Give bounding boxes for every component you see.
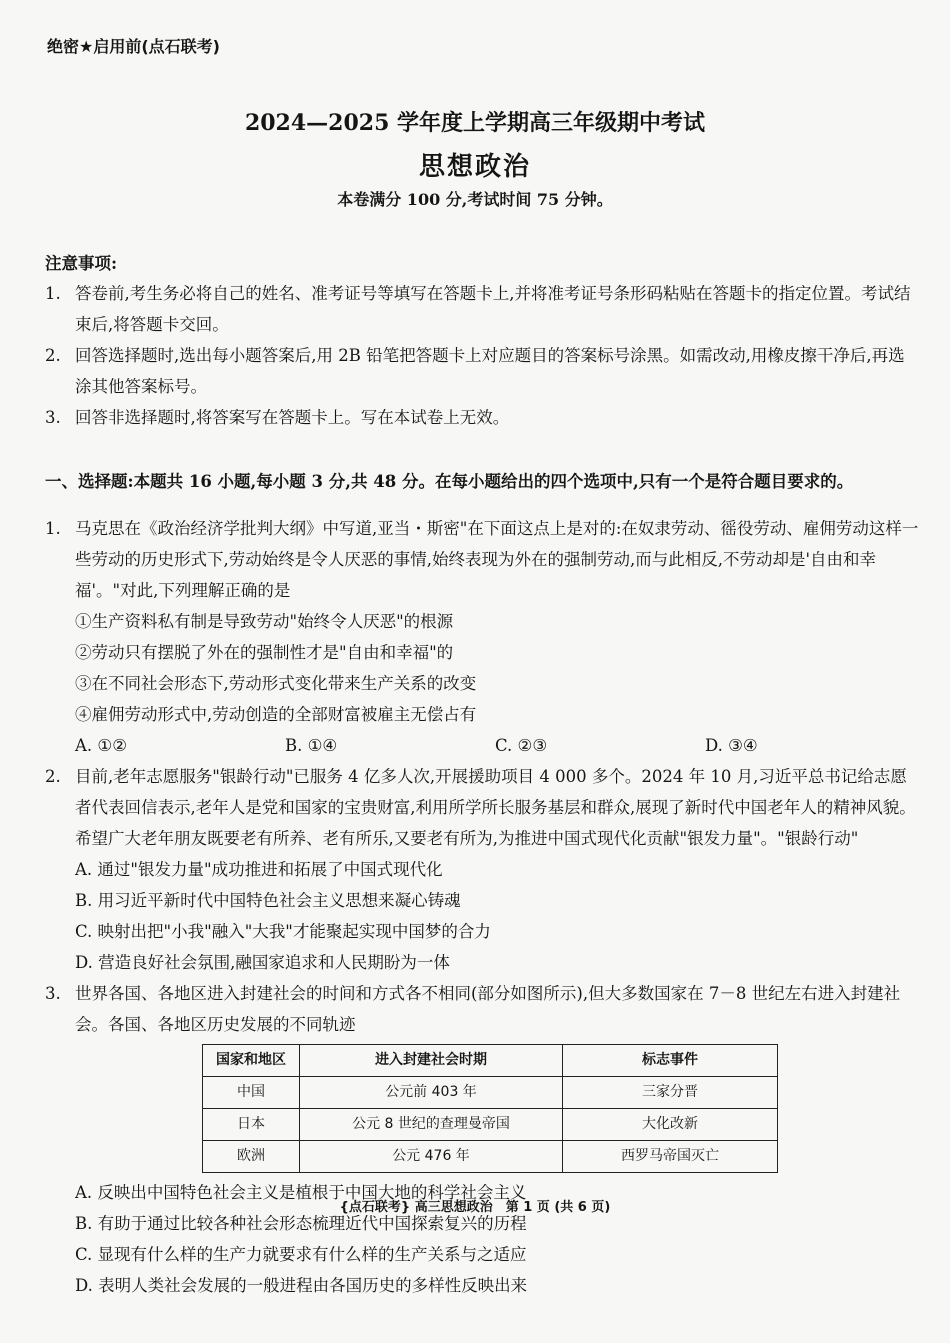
table-row [203, 1141, 778, 1173]
option-c: C. 映射出把"小我"融入"大我"才能聚起实现中国梦的合力 [75, 922, 491, 941]
statement: ④雇佣劳动形式中,劳动创造的全部财富被雇主无偿占有 [75, 705, 477, 724]
statement: ③在不同社会形态下,劳动形式变化带来生产关系的改变 [75, 674, 477, 693]
table-cell: 三家分晋 [563, 1077, 778, 1109]
table-cell: 日本 [203, 1109, 300, 1141]
option-d: D. 营造良好社会氛围,融国家追求和人民期盼为一体 [75, 953, 450, 972]
statement: ①生产资料私有制是导致劳动"始终令人厌恶"的根源 [75, 612, 454, 631]
option-d: D. ③④ [705, 736, 758, 755]
question-1 [45, 513, 920, 606]
page-footer: {点石联考} 高三思想政治 第 1 页 (共 6 页) [339, 1200, 611, 1215]
table-cell: 公元前 403 年 [300, 1077, 563, 1109]
table-cell: 欧洲 [203, 1141, 300, 1173]
table-row [203, 1109, 778, 1141]
notes-list [45, 278, 920, 433]
question-number: 2. [45, 767, 61, 786]
history-table [202, 1044, 778, 1173]
question-number: 3. [45, 984, 61, 1003]
option-a: A. 通过"银发力量"成功推进和拓展了中国式现代化 [75, 860, 443, 879]
table-header: 进入封建社会时期 [300, 1045, 563, 1077]
option-a: A. 反映出中国特色社会主义是植根于中国大地的科学社会主义 [75, 1183, 527, 1202]
option-b: B. 有助于通过比较各种社会形态梳理近代中国探索复兴的历程 [75, 1214, 527, 1233]
secret-mark: 绝密★启用前(点石联考) [47, 37, 220, 56]
note-item [45, 340, 920, 402]
note-item [45, 402, 920, 433]
table-header-row [203, 1045, 778, 1077]
notes-heading: 注意事项: [45, 254, 118, 273]
options-row [45, 730, 920, 761]
note-number: 3. [45, 408, 61, 427]
table-header: 标志事件 [563, 1045, 778, 1077]
statement: ②劳动只有摆脱了外在的强制性才是"自由和幸福"的 [75, 643, 454, 662]
note-text: 回答选择题时,选出每小题答案后,用 2B 铅笔把答题卡上对应题目的答案标号涂黑。如需改动,用橡皮擦干净后,再选涂其他答案标号。 [75, 346, 905, 396]
table-cell: 公元 476 年 [300, 1141, 563, 1173]
question-stem: 世界各国、各地区进入封建社会的时间和方式各不相同(部分如图所示),但大多数国家在 7－8 世纪左右进入封建社会。各国、各地区历史发展的不同轨迹 [75, 984, 901, 1034]
score-time-note: 本卷满分 100 分,考试时间 75 分钟。 [337, 190, 613, 209]
table-row [203, 1077, 778, 1109]
question-number: 1. [45, 519, 61, 538]
subject-title: 思想政治 [418, 152, 531, 182]
note-number: 2. [45, 346, 61, 365]
question-3 [45, 978, 920, 1040]
option-b: B. ①④ [285, 736, 338, 755]
option-b: B. 用习近平新时代中国特色社会主义思想来凝心铸魂 [75, 891, 461, 910]
option-c: C. 显现有什么样的生产力就要求有什么样的生产关系与之适应 [75, 1245, 527, 1264]
question-2 [45, 761, 920, 854]
table-cell: 西罗马帝国灭亡 [563, 1141, 778, 1173]
section-instructions: 一、选择题:本题共 16 小题,每小题 3 分,共 48 分。在每小题给出的四个选项中,只有一个是符合题目要求的。 [45, 472, 854, 491]
table-cell: 公元 8 世纪的查理曼帝国 [300, 1109, 563, 1141]
option-d: D. 表明人类社会发展的一般进程由各国历史的多样性反映出来 [75, 1276, 528, 1295]
questions [45, 513, 920, 1301]
exam-title: 2024—2025 学年度上学期高三年级期中考试 [244, 110, 706, 136]
note-text: 回答非选择题时,将答案写在答题卡上。写在本试卷上无效。 [75, 408, 510, 427]
question-stem: 马克思在《政治经济学批判大纲》中写道,亚当・斯密"在下面这点上是对的:在奴隶劳动、徭役劳动、雇佣劳动这样一些劳动的历史形式下,劳动始终是令人厌恶的事情,始终表现为外在的强制劳动,而与此相反,不劳动却是'自由和幸福'。"对此,下列理解正确的是 [75, 519, 919, 600]
note-item [45, 278, 920, 340]
option-c: C. ②③ [495, 736, 548, 755]
table-cell: 中国 [203, 1077, 300, 1109]
note-number: 1. [45, 284, 61, 303]
option-a: A. ①② [75, 736, 127, 755]
table-header: 国家和地区 [203, 1045, 300, 1077]
table-cell: 大化改新 [563, 1109, 778, 1141]
question-stem: 目前,老年志愿服务"银龄行动"已服务 4 亿多人次,开展援助项目 4 000 多个。2024 年 10 月,习近平总书记给志愿者代表回信表示,老年人是党和国家的宝贵财富,利用所学所长服务基层和群众,展现了新时代中国老年人的精神风貌。希望广大老年朋友既要老有所养、老有所乐,又要老有所为,为推进中国式现代化贡献"银发力量"。"银龄行动" [75, 767, 916, 848]
note-text: 答卷前,考生务必将自己的姓名、准考证号等填写在答题卡上,并将准考证号条形码粘贴在答题卡的指定位置。考试结束后,将答题卡交回。 [75, 284, 911, 334]
